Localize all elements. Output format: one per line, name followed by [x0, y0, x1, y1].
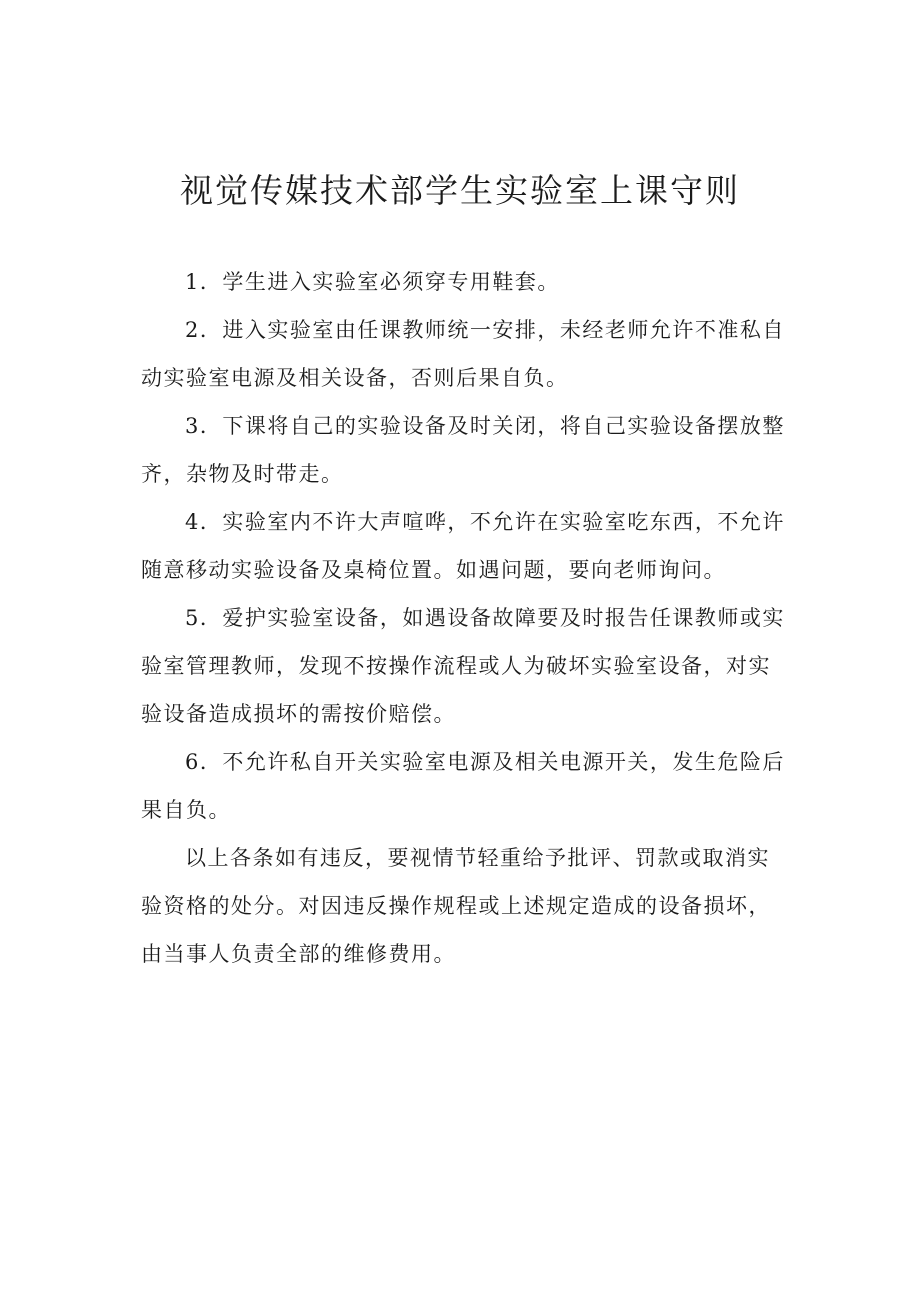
document-title: 视觉传媒技术部学生实验室上课守则: [180, 171, 740, 210]
rule-1: 1．学生进入实验室必须穿专用鞋套。: [185, 270, 560, 294]
document-body: [141, 258, 791, 978]
rule-6: 6．不允许私自开关实验室电源及相关电源开关，发生危险后果自负。: [141, 750, 785, 822]
rule-5: 5．爱护实验室设备，如遇设备故障要及时报告任课教师或实验室管理教师，发现不按操作流程或人为破坏实验室设备，对实验设备造成损坏的需按价赔偿。: [141, 606, 785, 726]
rule-2: 2．进入实验室由任课教师统一安排，未经老师允许不准私自动实验室电源及相关设备，否则后果自负。: [141, 318, 785, 390]
penalty-note: 以上各条如有违反，要视情节轻重给予批评、罚款或取消实验资格的处分。对因违反操作规程或上述规定造成的设备损坏，由当事人负责全部的维修费用。: [141, 846, 771, 966]
rule-3: 3．下课将自己的实验设备及时关闭，将自己实验设备摆放整齐，杂物及时带走。: [141, 414, 785, 486]
rule-4: 4．实验室内不许大声喧哗，不允许在实验室吃东西，不允许随意移动实验设备及桌椅位置。如遇问题，要向老师询问。: [141, 510, 785, 582]
